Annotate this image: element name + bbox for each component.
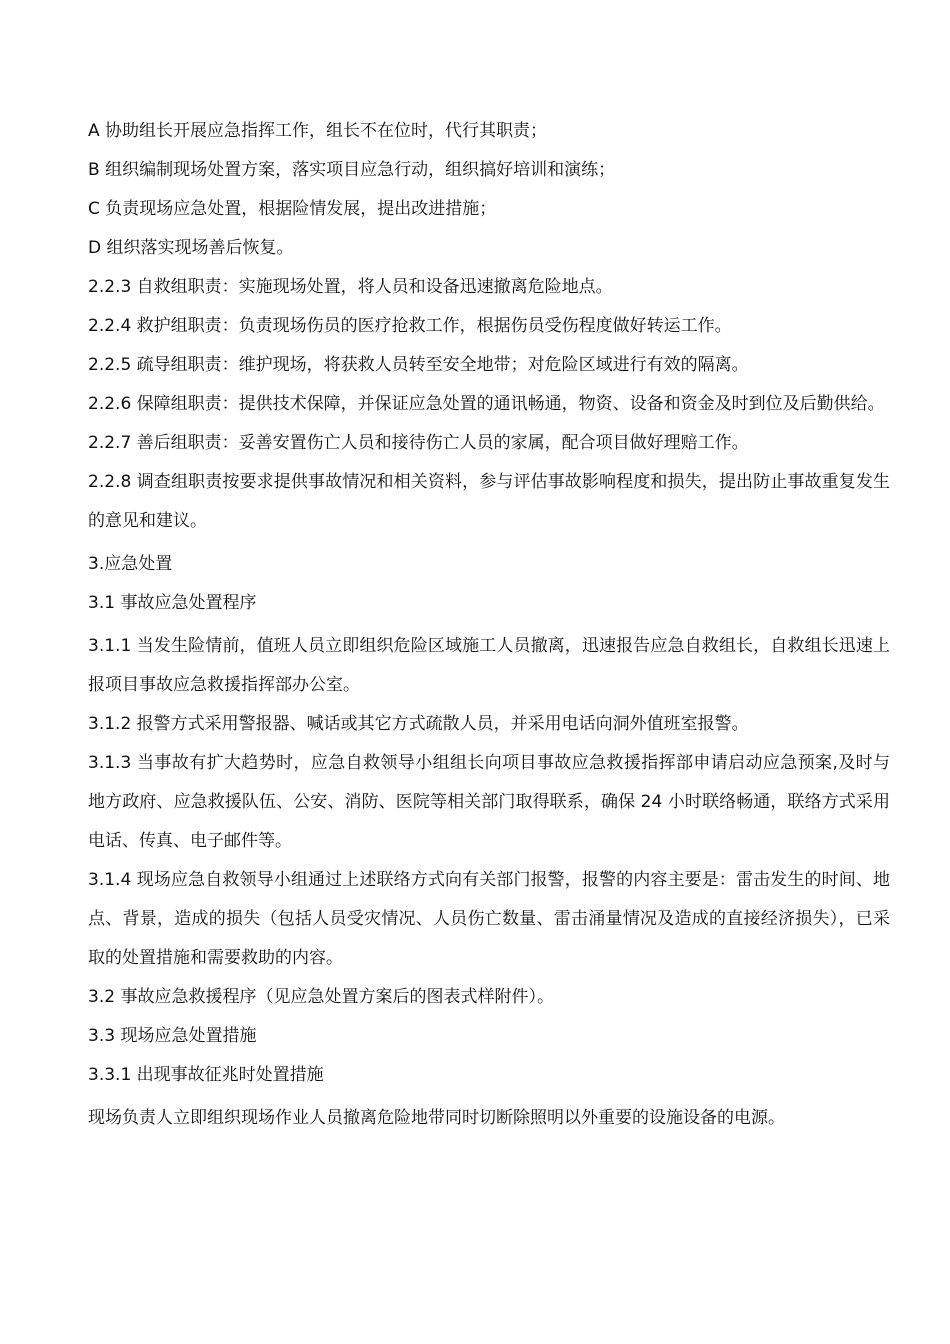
paragraph-b: B 组织编制现场处置方案，落实项目应急行动，组织搞好培训和演练； xyxy=(88,160,616,180)
paragraph-c: C 负责现场应急处置，根据险情发展，提出改进措施； xyxy=(88,199,497,219)
section-heading-3-1: 3.1 事故应急处置程序 xyxy=(88,593,257,613)
paragraph-2-2-8: 2.2.8 调查组职责按要求提供事故情况和相关资料，参与评估事故影响程度和损失，提出防止事故重复发生的意见和建议。 xyxy=(88,472,890,531)
paragraph-3-1-4: 3.1.4 现场应急自救领导小组通过上述联络方式向有关部门报警，报警的内容主要是：雷击发生的时间、地点、背景，造成的损失（包括人员受灾情况、人员伤亡数量、雷击涌量情况及造成的直接经济损失），已采取的处置措施和需要救助的内容。 xyxy=(88,870,890,968)
paragraph-a: A 协助组长开展应急指挥工作，组长不在位时，代行其职责； xyxy=(88,121,548,141)
paragraph-3-1-2: 3.1.2 报警方式采用警报器、喊话或其它方式疏散人员，并采用电话向洞外值班室报警。 xyxy=(88,714,749,734)
section-heading-3-3-1: 3.3.1 出现事故征兆时处置措施 xyxy=(88,1065,324,1085)
paragraph-3-1-1: 3.1.1 当发生险情前，值班人员立即组织危险区域施工人员撤离，迅速报告应急自救组长，自救组长迅速上报项目事故应急救援指挥部办公室。 xyxy=(88,636,890,695)
document-body xyxy=(88,112,890,1138)
paragraph-final: 现场负责人立即组织现场作业人员撤离危险地带同时切断除照明以外重要的设施设备的电源。 xyxy=(88,1108,785,1128)
paragraph-3-2: 3.2 事故应急救援程序（见应急处置方案后的图表式样附件）。 xyxy=(88,987,554,1007)
paragraph-2-2-6: 2.2.6 保障组职责：提供技术保障，并保证应急处置的通讯畅通，物资、设备和资金及时到位及后勤供给。 xyxy=(88,394,885,414)
paragraph-2-2-3: 2.2.3 自救组职责：实施现场处置，将人员和设备迅速撤离危险地点。 xyxy=(88,277,613,297)
section-heading-3-3: 3.3 现场应急处置措施 xyxy=(88,1026,257,1046)
paragraph-2-2-7: 2.2.7 善后组职责：妥善安置伤亡人员和接待伤亡人员的家属，配合项目做好理赔工作。 xyxy=(88,433,749,453)
section-heading-3: 3.应急处置 xyxy=(88,554,173,574)
paragraph-3-1-3: 3.1.3 当事故有扩大趋势时，应急自救领导小组组长向项目事故应急救援指挥部申请启动应急预案,及时与地方政府、应急救援队伍、公安、消防、医院等相关部门取得联系，确保 24 小时联络畅通，联络方式采用电话、传真、电子邮件等。 xyxy=(88,753,890,851)
paragraph-d: D 组织落实现场善后恢复。 xyxy=(88,238,294,258)
paragraph-2-2-5: 2.2.5 疏导组职责：维护现场，将获救人员转至安全地带；对危险区域进行有效的隔离。 xyxy=(88,355,749,375)
paragraph-2-2-4: 2.2.4 救护组职责：负责现场伤员的医疗抢救工作，根据伤员受伤程度做好转运工作。 xyxy=(88,316,732,336)
